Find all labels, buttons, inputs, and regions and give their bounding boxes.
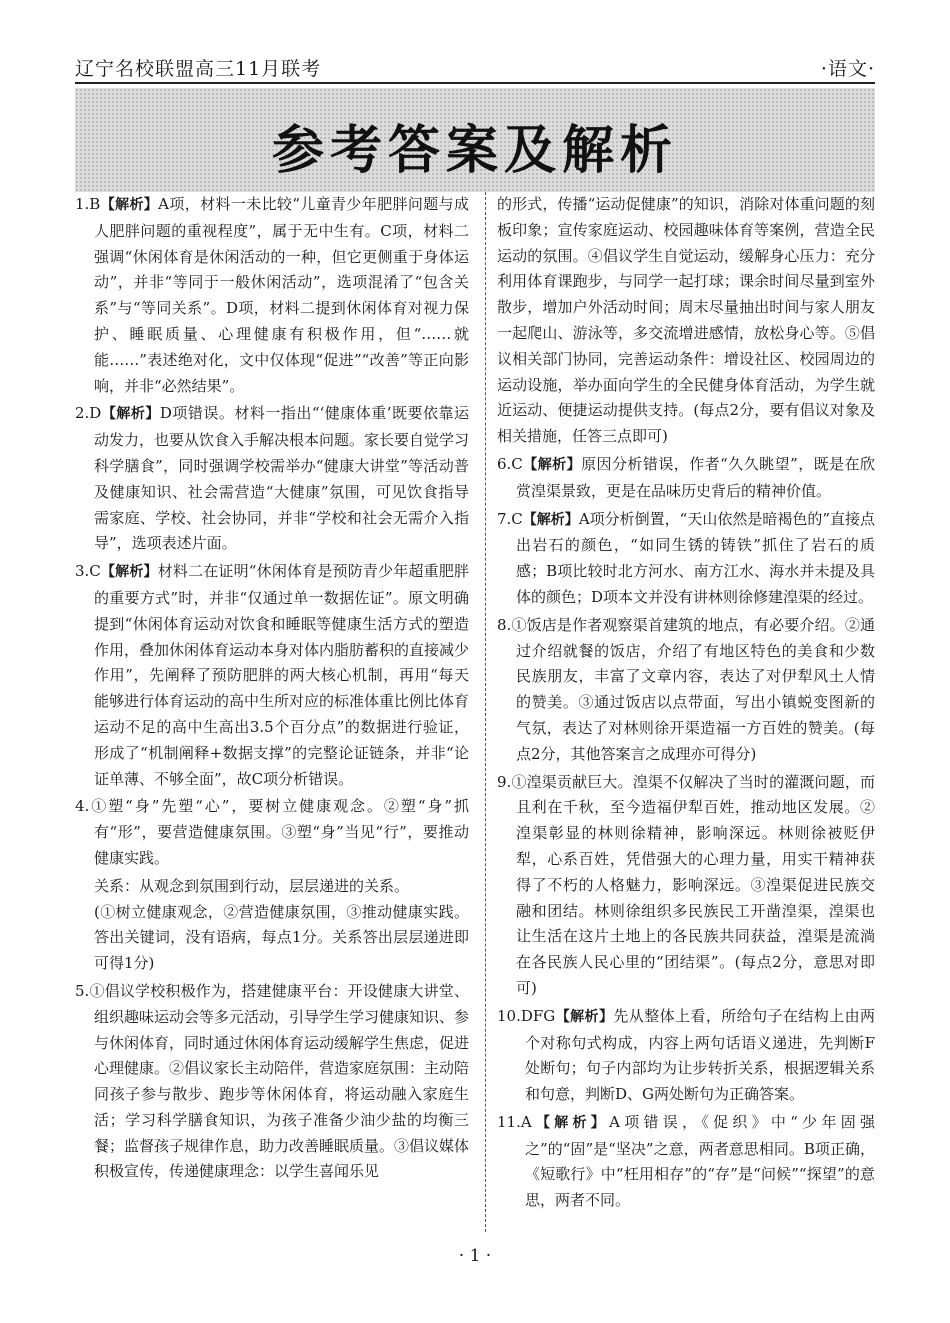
item-text: D项错误。材料一指出“‘健康体重’既要依靠运动发力，也要从饮食入手解决根本问题。家长要自觉学习科学膳食”，同时强调学校需举办“健康大讲堂”等活动普及健康知识、社会需营造“大健康”氛围，可见饮食指导需家庭、学校、社会协同，并非“学校和社会无需介入指导”，选项表述片面。 (94, 404, 470, 553)
item-text: ①饭店是作者观察渠首建筑的地点，有必要介绍。②通过介绍就餐的饭店，介绍了有地区特色的美食和少数民族朋友，丰富了文章内容，表达了对伊犁风土人情的赞美。③通过饭店以点带面，写出小镇蜕变图新的气氛，表达了对林则徐开渠造福一方百姓的赞美。(每点2分，其他答案言之成理亦可得分) (511, 615, 875, 763)
answer-item (75, 559, 469, 792)
item-number: 5. (75, 981, 90, 1000)
analysis-tag: 【解析】 (100, 197, 159, 213)
analysis-tag: 【解析】 (555, 1008, 614, 1025)
analysis-tag: 【解析】 (522, 511, 579, 528)
item-text: 原因分析错误，作者“久久眺望”，既是在欣赏湟渠景致，更是在品味历史背后的精神价值。 (516, 454, 875, 500)
item-number: 7.C (497, 509, 523, 528)
analysis-tag: 【解析】 (101, 406, 160, 423)
item-text: ①湟渠贡献巨大。湟渠不仅解决了当时的灌溉问题，而且利在千秋，至今造福伊犁百姓，推动地区发展。②湟渠彰显的林则徐精神，影响深远。林则徐被贬伊犁，心系百姓，凭借强大的心理力量，用实干精神获得了不朽的人格魅力，影响深远。③湟渠促进民族交融和团结。林则徐组织多民族民工开凿湟渠，湟渠也让生活在这片土地上的各民族共同获益，湟渠是流淌在各民族人民心里的“团结渠”。(每点2分，意思对即可) (511, 772, 875, 997)
item-text: ①倡议学校积极作为，搭建健康平台：开设健康大讲堂、组织趣味运动会等多元活动，引导学生学习健康知识、参与休闲体育，同时通过休闲体育运动缓解学生焦虑，促进心理健康。②倡议家长主动陪伴，营造家庭氛围：主动陪同孩子参与散步、跑步等休闲体育，将运动融入家庭生活；学习科学膳食知识，为孩子准备少油少盐的均衡三餐；监督孩子规律作息，助力改善睡眠质量。③倡议媒体积极宣传，传递健康理念：以学生喜闻乐见 (89, 981, 470, 1181)
item-text: (①树立健康观念，②营造健康氛围，③推动健康实践。答出关键词，没有语病，每点1分。关系答出层层递进即可得1分) (94, 902, 469, 973)
page-number: · 1 · (458, 1246, 492, 1266)
analysis-tag: 【解析】 (531, 1114, 610, 1131)
analysis-tag: 【解析】 (522, 456, 582, 473)
title-banner (75, 88, 875, 192)
item-text: 先从整体上看，所给句子在结构上由两个对称句式构成，内容上两句话语义递进，先判断F处断句；句子内部均为让步转折关系，根据逻辑关系和句意，判断D、G两处断句为正确答案。 (525, 1006, 875, 1104)
answer-item (497, 1004, 875, 1108)
answer-item (497, 452, 875, 505)
page-header (75, 50, 875, 84)
answer-item (497, 1110, 875, 1214)
item-number: 2.D (75, 404, 102, 423)
answer-item (75, 192, 469, 399)
item-number: 1.B (75, 195, 101, 213)
item-text: A项错误，《促织》中“少年固强之”的“固”是“坚决”之意，两者意思相同。B项正确，《短歌行》中“枉用相存”的“存”是“问候”“探望”的意思，两者不同。 (525, 1112, 875, 1210)
left-column (75, 192, 469, 1187)
analysis-tag: 【解析】 (100, 564, 158, 581)
answer-subitem (75, 900, 469, 977)
item-text: A项分析倒置，“天山依然是暗褐色的”直接点出岩石的颜色，“如同生锈的铸铁”抓住了岩石的质感；B项比较时北方河水、南方江水、海水并未提及具体的颜色；D项本文并没有讲林则徐修建湟渠的经过。 (516, 509, 876, 606)
right-column (497, 192, 875, 1216)
item-number: 10.DFG (497, 1006, 556, 1025)
item-number: 9. (497, 772, 512, 791)
subject-label: ·语文· (820, 58, 875, 80)
answer-item (497, 613, 875, 768)
item-text: A项，材料一未比较“儿童青少年肥胖问题与成人肥胖问题的重视程度”，属于无中生有。C项，材料二强调“休闲体育是休闲活动的一种，但它更侧重于身体运动”，并非“等同于一般休闲活动”，选项混淆了“包含关系”与“等同关系”。D项，材料二提到休闲体育对视力保护、睡眠质量、心理健康有积极作用，但“……就能……”表述绝对化，文中仅体现“促进”“改善”等正向影响，并非“必然结果”。 (94, 195, 469, 395)
item-number: 4. (75, 797, 90, 816)
answer-item (75, 979, 469, 1185)
column-divider (485, 192, 486, 1232)
page-title: 参考答案及解析 (271, 121, 678, 181)
answer-item (75, 401, 469, 557)
answer-subitem (75, 874, 469, 900)
answer-item-continued (497, 192, 875, 450)
item-number: 8. (497, 615, 512, 634)
item-number: 6.C (497, 454, 523, 473)
item-number: 3.C (75, 562, 101, 581)
exam-title: 辽宁名校联盟高三11月联考 (75, 58, 322, 80)
item-text: 材料二在证明“休闲体育是预防青少年超重肥胖的重要方式”时，并非“仅通过单一数据佐证”。原文明确提到“休闲体育运动对饮食和睡眠等健康生活方式的塑造作用，叠加休闲体育运动本身对体内脂肪蓄积的直接减少作用”，先阐释了预防肥胖的两大核心机制，再用“每天能够进行体育运动的高中生所对应的标准体重比例比体育运动不足的高中生高出3.5个百分点”的数据进行验证，形成了“机制阐释+数据支撑”的完整论证链条，并非“论证单薄、不够全面”，故C项分析错误。 (94, 562, 470, 788)
answer-item (497, 770, 875, 1002)
answer-item (497, 507, 875, 611)
item-text: ①塑“身”先塑“心”，要树立健康观念。②塑“身”抓有“形”，要营造健康氛围。③塑“身”当见“行”，要推动健康实践。 (89, 797, 469, 867)
item-text: 关系：从观念到氛围到行动，层层递进的关系。 (94, 876, 410, 895)
item-text: 的形式，传播“运动促健康”的知识，消除对体重问题的刻板印象；宣传家庭运动、校园趣味体育等案例，营造全民运动的氛围。④倡议学生自觉运动，缓解身心压力：充分利用体育课跑步，与同学一起打球；课余时间尽量到室外散步，增加户外活动时间；周末尽量抽出时间与家人朋友一起爬山、游泳等，多交流增进感情，放松身心等。⑤倡议相关部门协同，完善运动条件：增设社区、校园周边的运动设施，举办面向学生的全民健身体育活动，为学生就近运动、便捷运动提供支持。(每点2分，要有倡议对象及相关措施，任答三点即可) (497, 195, 875, 446)
answer-item (75, 794, 469, 871)
item-number: 11.A (497, 1112, 532, 1131)
